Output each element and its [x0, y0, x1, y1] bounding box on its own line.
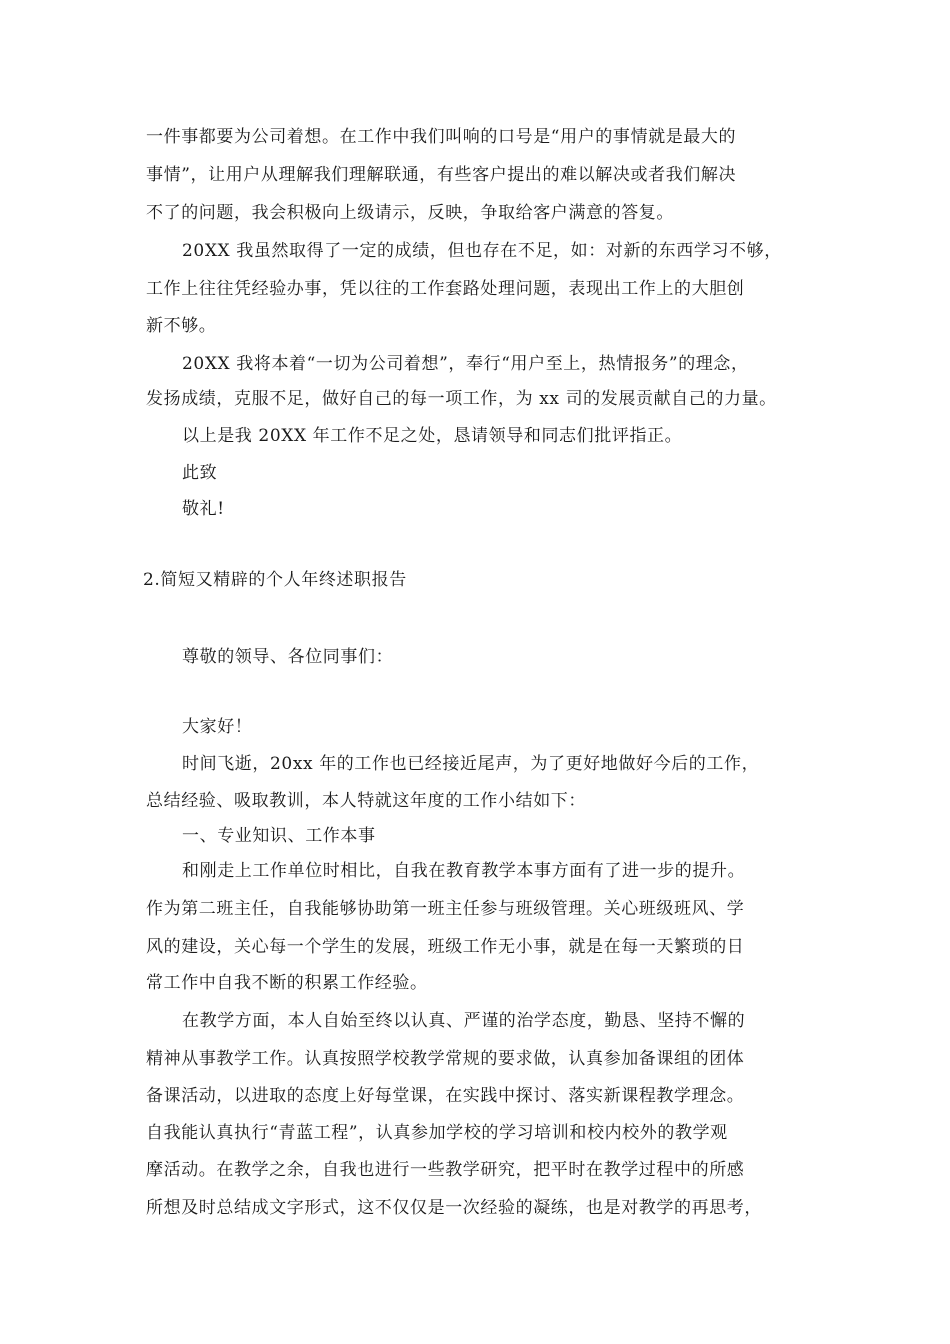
closing-line: 敬礼! — [182, 499, 225, 519]
paragraph-line: 自我能认真执行“青蓝工程”，认真参加学校的学习培训和校内校外的教学观 — [146, 1123, 728, 1143]
paragraph-line: 备课活动，以进取的态度上好每堂课，在实践中探讨、落实新课程教学理念。 — [146, 1086, 745, 1106]
paragraph-line: 20XX 我虽然取得了一定的成绩，但也存在不足，如：对新的东西学习不够， — [182, 241, 782, 261]
paragraph-line: 20XX 我将本着“一切为公司着想”，奉行“用户至上，热情报务”的理念， — [182, 354, 749, 374]
paragraph-line: 总结经验、吸取教训，本人特就这年度的工作小结如下： — [146, 791, 586, 811]
paragraph-line: 一件事都要为公司着想。在工作中我们叫响的口号是“用户的事情就是最大的 — [146, 127, 737, 147]
subheading: 一、专业知识、工作本事 — [182, 826, 376, 846]
paragraph-line: 时间飞逝，20xx 年的工作也已经接近尾声，为了更好地做好今后的工作， — [182, 754, 760, 774]
paragraph-line: 在教学方面，本人自始至终以认真、严谨的治学态度，勤恳、坚持不懈的 — [182, 1011, 746, 1031]
paragraph-line: 和刚走上工作单位时相比，自我在教育教学本事方面有了进一步的提升。 — [182, 861, 746, 881]
closing-line: 此致 — [182, 463, 218, 483]
paragraph-line: 精神从事教学工作。认真按照学校教学常规的要求做，认真参加备课组的团体 — [146, 1049, 745, 1069]
paragraph-line: 所想及时总结成文字形式，这不仅仅是一次经验的凝练，也是对教学的再思考， — [146, 1198, 762, 1218]
section-title: 2.简短又精辟的个人年终述职报告 — [143, 570, 407, 590]
paragraph-line: 事情”，让用户从理解我们理解联通，有些客户提出的难以解决或者我们解决 — [146, 165, 737, 185]
paragraph-line: 发扬成绩，克服不足，做好自己的每一项工作，为 xx 司的发展贡献自己的力量。 — [146, 389, 777, 409]
paragraph-line: 摩活动。在教学之余，自我也进行一些教学研究，把平时在教学过程中的所感 — [146, 1160, 745, 1180]
paragraph-line: 常工作中自我不断的积累工作经验。 — [146, 973, 428, 993]
paragraph-line: 新不够。 — [146, 316, 217, 336]
paragraph-line: 工作上往往凭经验办事，凭以往的工作套路处理问题，表现出工作上的大胆创 — [146, 279, 745, 299]
paragraph-line: 风的建设，关心每一个学生的发展，班级工作无小事，就是在每一天繁琐的日 — [146, 937, 745, 957]
salutation: 尊敬的领导、各位同事们： — [182, 647, 394, 667]
paragraph-line: 不了的问题，我会积极向上级请示，反映，争取给客户满意的答复。 — [146, 203, 674, 223]
paragraph-line: 以上是我 20XX 年工作不足之处，恳请领导和同志们批评指正。 — [182, 426, 683, 446]
greeting: 大家好！ — [182, 717, 253, 737]
paragraph-line: 作为第二班主任，自我能够协助第一班主任参与班级管理。关心班级班风、学 — [146, 899, 745, 919]
